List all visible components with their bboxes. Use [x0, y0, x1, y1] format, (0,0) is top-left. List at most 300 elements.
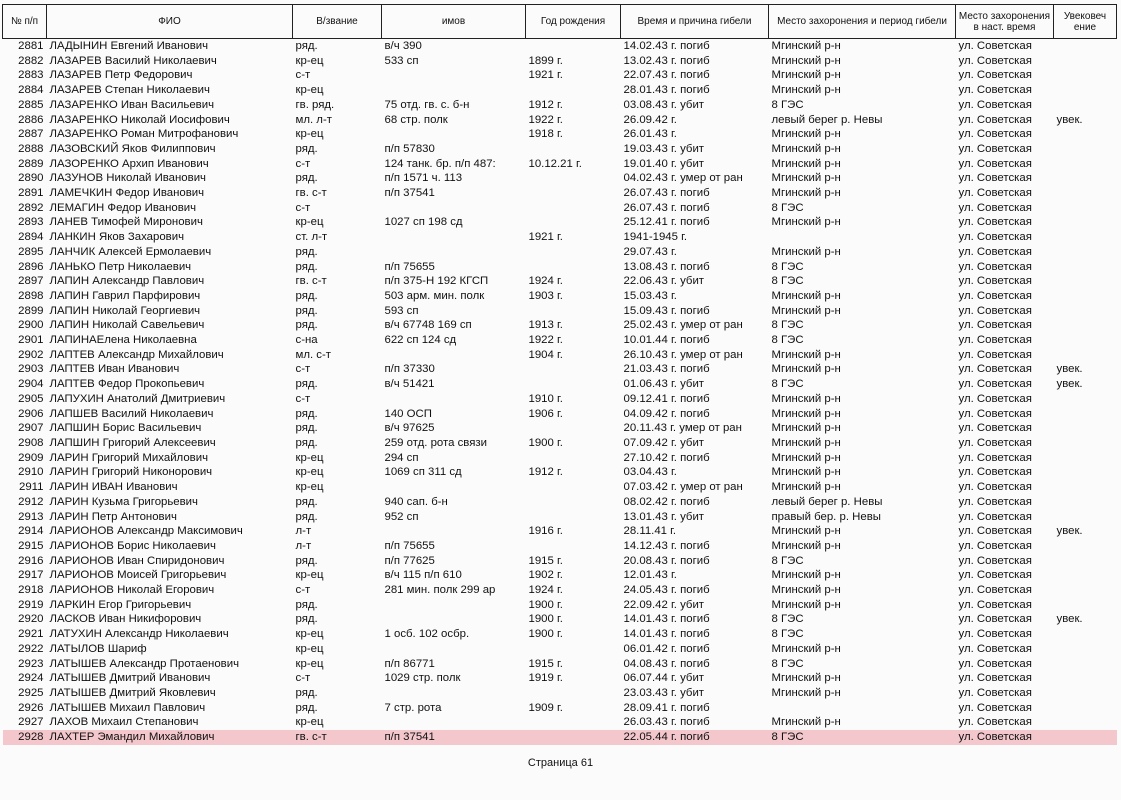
- cell-birth-year: [526, 715, 621, 730]
- cell-birth-year: [526, 421, 621, 436]
- cell-current-burial: ул. Советская: [958, 84, 1032, 97]
- cell-rank: с-т: [295, 69, 311, 82]
- table-row: [3, 392, 1117, 407]
- cell-num: 2906: [18, 407, 44, 420]
- cell-current-burial: ул. Советская: [958, 260, 1032, 273]
- cell-unit: [382, 348, 526, 363]
- cell-death: 14.12.43 г. погиб: [623, 539, 710, 552]
- cell-fio: ЛАЗАРЕВ Степан Николаевич: [49, 84, 210, 97]
- cell-death: 27.10.42 г. погиб: [623, 451, 710, 464]
- cell-num: 2918: [18, 584, 44, 597]
- table-row: [3, 480, 1117, 495]
- cell-burial-place: Мгинский р-н: [771, 569, 841, 582]
- cell-burial-place: 8 ГЭС: [771, 378, 804, 391]
- cell-birth-year: 1921 г.: [528, 69, 563, 82]
- table-row: [3, 333, 1117, 348]
- cell-birth-year: [526, 686, 621, 701]
- cell-death: 04.02.43 г. умер от ран: [623, 172, 743, 185]
- cell-death: 26.07.43 г. погиб: [623, 201, 710, 214]
- cell-birth-year: [526, 451, 621, 466]
- cell-death: 23.03.43 г. убит: [623, 686, 705, 699]
- cell-rank: ряд.: [295, 701, 318, 714]
- cell-num: 2881: [18, 40, 44, 52]
- cell-death: 10.01.44 г. погиб: [623, 334, 710, 347]
- cell-unit: [382, 127, 526, 142]
- table-row: [3, 230, 1117, 245]
- cell-memorial: [1054, 83, 1117, 98]
- cell-fio: ЛАРКИН Егор Григорьевич: [49, 598, 192, 611]
- cell-unit: п/п 75655: [384, 260, 435, 273]
- cell-memorial: увек.: [1056, 363, 1083, 376]
- cell-rank: ряд.: [295, 598, 318, 611]
- cell-birth-year: 1900 г.: [528, 436, 563, 449]
- cell-current-burial: ул. Советская: [958, 98, 1032, 111]
- table-row: [3, 54, 1117, 69]
- table-row: [3, 260, 1117, 275]
- cell-memorial: [1054, 598, 1117, 613]
- cell-current-burial: ул. Советская: [958, 304, 1032, 317]
- cell-num: 2926: [18, 701, 44, 714]
- table-row: [3, 348, 1117, 363]
- cell-unit: 1027 сп 198 сд: [384, 216, 463, 229]
- cell-num: 2907: [18, 422, 44, 435]
- cell-unit: 140 ОСП: [384, 407, 432, 420]
- cell-burial-place: Мгинский р-н: [771, 436, 841, 449]
- table-row: [3, 289, 1117, 304]
- cell-memorial: [1054, 98, 1117, 113]
- cell-num: 2890: [18, 172, 44, 185]
- cell-num: 2892: [18, 201, 44, 214]
- table-row: [3, 657, 1117, 672]
- cell-memorial: [1054, 304, 1117, 319]
- cell-current-burial: ул. Советская: [958, 613, 1032, 626]
- table-row: [3, 201, 1117, 216]
- cell-num: 2889: [18, 157, 44, 170]
- cell-memorial: [1054, 171, 1117, 186]
- cell-fio: ЛАПИН Николай Савельевич: [49, 319, 205, 332]
- cell-memorial: [1054, 186, 1117, 201]
- cell-burial-place: Мгинский р-н: [771, 392, 841, 405]
- cell-memorial: [1054, 230, 1117, 245]
- cell-unit: [382, 392, 526, 407]
- cell-burial-place: Мгинский р-н: [771, 407, 841, 420]
- cell-death: 28.01.43 г. погиб: [623, 84, 710, 97]
- cell-death: 14.01.43 г. погиб: [623, 613, 710, 626]
- cell-unit: [382, 245, 526, 260]
- cell-burial-place: правый бер. р. Невы: [771, 510, 881, 523]
- header-memorial: Увековеч ение: [1054, 5, 1117, 39]
- cell-current-burial: ул. Советская: [958, 201, 1032, 214]
- cell-current-burial: ул. Советская: [958, 392, 1032, 405]
- cell-burial-place: Мгинский р-н: [771, 481, 841, 494]
- cell-num: 2896: [18, 260, 44, 273]
- cell-fio: ЛАЗОВСКИЙ Яков Филиппович: [49, 142, 216, 155]
- cell-unit: в/ч 67748 169 сп: [384, 319, 472, 332]
- cell-fio: ЛАТЫШЕВ Михаил Павлович: [49, 701, 206, 714]
- cell-fio: ЛАПИН Николай Георгиевич: [49, 304, 201, 317]
- cell-memorial: [1054, 657, 1117, 672]
- cell-fio: ЛАНЬКО Петр Николаевич: [49, 260, 192, 273]
- cell-rank: кр-ец: [295, 628, 324, 641]
- cell-memorial: [1054, 289, 1117, 304]
- cell-birth-year: 1904 г.: [528, 348, 563, 361]
- cell-memorial: [1054, 318, 1117, 333]
- table-row: [3, 671, 1117, 686]
- cell-burial-place: Мгинский р-н: [771, 128, 841, 141]
- cell-num: 2898: [18, 289, 44, 302]
- cell-rank: кр-ец: [295, 466, 324, 479]
- cell-current-burial: ул. Советская: [958, 245, 1032, 258]
- cell-current-burial: ул. Советская: [958, 319, 1032, 332]
- cell-fio: ЛАСКОВ Иван Никифорович: [49, 613, 202, 626]
- table-row: [3, 68, 1117, 83]
- table-row: [3, 318, 1117, 333]
- cell-unit: 593 сп: [384, 304, 419, 317]
- table-row: [3, 362, 1117, 377]
- cell-num: 2924: [18, 672, 44, 685]
- cell-fio: ЛАПИН Александр Павлович: [49, 275, 205, 288]
- cell-fio: ЛАРИОНОВ Иван Спиридонович: [49, 554, 225, 567]
- cell-unit: в/ч 97625: [384, 422, 435, 435]
- cell-rank: ряд.: [295, 407, 318, 420]
- cell-current-burial: ул. Советская: [958, 628, 1032, 641]
- cell-num: 2905: [18, 392, 44, 405]
- cell-birth-year: 1915 г.: [528, 554, 563, 567]
- cell-death: 01.06.43 г. убит: [623, 378, 705, 391]
- cell-current-burial: ул. Советская: [958, 54, 1032, 67]
- cell-current-burial: ул. Советская: [956, 730, 1054, 745]
- cell-memorial: [1054, 333, 1117, 348]
- cell-birth-year: 1899 г.: [528, 54, 563, 67]
- cell-burial-place: Мгинский р-н: [771, 289, 841, 302]
- cell-fio: ЛАМЕЧКИН Федор Иванович: [49, 187, 205, 200]
- cell-rank: ряд.: [295, 378, 318, 391]
- cell-fio: ЛАРИОНОВ Александр Максимович: [49, 525, 243, 538]
- cell-death: 29.07.43 г.: [623, 245, 677, 258]
- table-row: [3, 598, 1117, 613]
- table-row: [3, 407, 1117, 422]
- cell-rank: ряд.: [295, 289, 318, 302]
- memorial-register-table: [2, 4, 1117, 745]
- cell-memorial: увек.: [1056, 378, 1083, 391]
- cell-birth-year: [526, 39, 621, 54]
- cell-memorial: [1054, 201, 1117, 216]
- cell-fio: ЛАЗУНОВ Николай Иванович: [49, 172, 206, 185]
- cell-unit: [382, 68, 526, 83]
- table-row: [3, 142, 1117, 157]
- cell-num: 2921: [18, 628, 44, 641]
- cell-current-burial: ул. Советская: [958, 334, 1032, 347]
- cell-death: 14.01.43 г. погиб: [623, 628, 710, 641]
- cell-unit: 1 осб. 102 осбр.: [384, 628, 470, 641]
- table-row-highlighted: [3, 730, 1117, 745]
- cell-fio: ЛАЗАРЕВ Петр Федорович: [49, 69, 193, 82]
- cell-unit: [382, 598, 526, 613]
- cell-birth-year: [526, 480, 621, 495]
- cell-rank: ряд.: [295, 422, 318, 435]
- cell-current-burial: ул. Советская: [958, 378, 1032, 391]
- cell-rank: кр-ец: [295, 481, 324, 494]
- cell-unit: 281 мин. полк 299 ар: [384, 584, 496, 597]
- cell-death: 07.03.42 г. умер от ран: [623, 481, 743, 494]
- cell-burial-place: 8 ГЭС: [771, 657, 804, 670]
- cell-burial-place: Мгинский р-н: [771, 539, 841, 552]
- cell-birth-year: 1919 г.: [528, 672, 563, 685]
- cell-burial-place: Мгинский р-н: [771, 69, 841, 82]
- table-row: [3, 113, 1117, 128]
- table-row: [3, 495, 1117, 510]
- cell-birth-year: [526, 642, 621, 657]
- cell-memorial: [1054, 142, 1117, 157]
- cell-current-burial: ул. Советская: [958, 598, 1032, 611]
- cell-memorial: [1054, 127, 1117, 142]
- cell-memorial: [1054, 671, 1117, 686]
- cell-birth-year: [526, 245, 621, 260]
- cell-current-burial: ул. Советская: [958, 510, 1032, 523]
- cell-memorial: [1054, 568, 1117, 583]
- cell-fio: ЛАНЕВ Тимофей Миронович: [49, 216, 203, 229]
- cell-fio: ЛАПТЕВ Федор Прокопьевич: [49, 378, 205, 391]
- cell-unit: 533 сп: [384, 54, 419, 67]
- cell-rank: ряд.: [295, 613, 318, 626]
- cell-memorial: [1054, 39, 1117, 54]
- cell-birth-year: 1900 г.: [528, 628, 563, 641]
- table-row: [3, 539, 1117, 554]
- cell-death: 24.05.43 г. погиб: [623, 584, 710, 597]
- cell-fio: ЛЕМАГИН Федор Иванович: [49, 201, 197, 214]
- cell-rank: с-т: [295, 201, 311, 214]
- table-row: [3, 171, 1117, 186]
- cell-fio: ЛАРИОНОВ Николай Егорович: [49, 584, 215, 597]
- cell-unit: 622 сп 124 сд: [384, 334, 457, 347]
- cell-burial-place: Мгинский р-н: [771, 642, 841, 655]
- cell-rank: мл. с-т: [295, 348, 332, 361]
- table-row: [3, 451, 1117, 466]
- cell-birth-year: [526, 362, 621, 377]
- cell-fio: ЛАПУХИН Анатолий Дмитриевич: [49, 392, 226, 405]
- cell-death: 22.05.44 г. погиб: [621, 730, 769, 745]
- cell-rank: с-на: [295, 334, 318, 347]
- cell-rank: ряд.: [295, 260, 318, 273]
- table-row: [3, 686, 1117, 701]
- cell-num: 2891: [18, 187, 44, 200]
- cell-rank: кр-ец: [295, 716, 324, 729]
- table-row: [3, 98, 1117, 113]
- cell-memorial: [1054, 451, 1117, 466]
- cell-unit: [382, 642, 526, 657]
- cell-rank: с-т: [295, 392, 311, 405]
- cell-rank: с-т: [295, 363, 311, 376]
- cell-rank: кр-ец: [295, 54, 324, 67]
- cell-num: 2912: [18, 495, 44, 508]
- cell-burial-place: Мгинский р-н: [771, 54, 841, 67]
- cell-birth-year: 1900 г.: [528, 598, 563, 611]
- cell-num: 2886: [18, 113, 44, 126]
- cell-memorial: [1054, 260, 1117, 275]
- cell-current-burial: ул. Советская: [958, 642, 1032, 655]
- table-row: [3, 215, 1117, 230]
- cell-burial-place: Мгинский р-н: [771, 40, 841, 52]
- cell-current-burial: ул. Советская: [958, 157, 1032, 170]
- cell-fio: ЛАХТЕР Эмандил Михайлович: [47, 730, 293, 745]
- cell-num: 2882: [18, 54, 44, 67]
- cell-death: 03.04.43 г.: [623, 466, 677, 479]
- cell-num: 2904: [18, 378, 44, 391]
- cell-current-burial: ул. Советская: [958, 539, 1032, 552]
- cell-birth-year: [526, 495, 621, 510]
- cell-burial-place: Мгинский р-н: [771, 216, 841, 229]
- cell-rank: ряд.: [295, 304, 318, 317]
- cell-current-burial: ул. Советская: [958, 128, 1032, 141]
- table-row: [3, 524, 1117, 539]
- cell-rank: ряд.: [295, 142, 318, 155]
- cell-num: 2909: [18, 451, 44, 464]
- cell-num: 2919: [18, 598, 44, 611]
- cell-birth-year: 10.12.21 г.: [528, 157, 582, 170]
- page-number: Страница 61: [527, 757, 594, 769]
- cell-death: 26.07.43 г. погиб: [623, 187, 710, 200]
- cell-current-burial: ул. Советская: [958, 525, 1032, 538]
- cell-burial-place: Мгинский р-н: [771, 172, 841, 185]
- table-row: [3, 39, 1117, 54]
- cell-death: 15.03.43 г.: [623, 289, 677, 302]
- header-birth-year: Год рождения: [526, 5, 621, 39]
- cell-memorial: [1054, 480, 1117, 495]
- cell-num: 2917: [18, 569, 44, 582]
- cell-death: 06.01.42 г. погиб: [623, 642, 710, 655]
- table-row: [3, 436, 1117, 451]
- cell-death: 28.11.41 г.: [623, 525, 677, 538]
- cell-rank: ряд.: [295, 40, 318, 52]
- cell-num: 2902: [18, 348, 44, 361]
- cell-birth-year: 1910 г.: [528, 392, 563, 405]
- cell-burial-place: 8 ГЭС: [771, 554, 804, 567]
- cell-current-burial: ул. Советская: [958, 142, 1032, 155]
- cell-fio: ЛАПИН Гаврил Парфирович: [49, 289, 201, 302]
- cell-current-burial: ул. Советская: [958, 407, 1032, 420]
- cell-memorial: [1054, 274, 1117, 289]
- table-row: [3, 421, 1117, 436]
- cell-memorial: [1054, 554, 1117, 569]
- cell-burial-place: Мгинский р-н: [771, 598, 841, 611]
- cell-num: 2916: [18, 554, 44, 567]
- cell-current-burial: ул. Советская: [958, 569, 1032, 582]
- cell-death: 22.07.43 г. погиб: [623, 69, 710, 82]
- cell-death: 07.09.42 г. убит: [623, 436, 705, 449]
- cell-rank: ряд.: [295, 686, 318, 699]
- cell-death: 26.03.43 г. погиб: [623, 716, 710, 729]
- cell-memorial: [1054, 407, 1117, 422]
- cell-death: 26.09.42 г.: [623, 113, 677, 126]
- cell-death: 04.08.43 г. погиб: [623, 657, 710, 670]
- cell-unit: [382, 612, 526, 627]
- cell-burial-place: Мгинский р-н: [771, 142, 841, 155]
- cell-rank: ряд.: [295, 245, 318, 258]
- cell-num: 2914: [18, 525, 44, 538]
- cell-birth-year: 1900 г.: [528, 613, 563, 626]
- cell-death: 20.11.43 г. умер от ран: [623, 422, 742, 435]
- cell-memorial: увек.: [1056, 113, 1083, 126]
- cell-burial-place: [769, 701, 956, 716]
- cell-memorial: [1054, 627, 1117, 642]
- cell-death: 25.12.41 г. погиб: [623, 216, 710, 229]
- cell-fio: ЛАЗАРЕНКО Николай Иосифович: [49, 113, 230, 126]
- cell-burial-place: Мгинский р-н: [771, 304, 841, 317]
- cell-fio: ЛАРИН ИВАН Иванович: [49, 481, 178, 494]
- cell-unit: 952 сп: [384, 510, 419, 523]
- cell-birth-year: [526, 171, 621, 186]
- cell-rank: гв. с-т: [293, 730, 382, 745]
- table-row: [3, 554, 1117, 569]
- cell-fio: ЛАПТЕВ Александр Михайлович: [49, 348, 224, 361]
- table-row: [3, 304, 1117, 319]
- cell-birth-year: [526, 142, 621, 157]
- cell-unit: [382, 715, 526, 730]
- cell-num: 2928: [3, 730, 47, 745]
- cell-rank: с-т: [295, 157, 311, 170]
- cell-birth-year: 1903 г.: [528, 289, 563, 302]
- cell-birth-year: 1915 г.: [528, 657, 563, 670]
- cell-memorial: [1054, 642, 1117, 657]
- cell-memorial: [1054, 68, 1117, 83]
- cell-rank: л-т: [295, 525, 312, 538]
- cell-unit: [382, 480, 526, 495]
- table-row: [3, 510, 1117, 525]
- cell-death: 13.02.43 г. погиб: [623, 54, 710, 67]
- cell-death: 26.01.43 г.: [623, 128, 677, 141]
- cell-burial-place: 8 ГЭС: [771, 613, 804, 626]
- cell-memorial: [1054, 715, 1117, 730]
- cell-num: 2894: [18, 231, 44, 244]
- cell-fio: ЛАПТЕВ Иван Иванович: [49, 363, 180, 376]
- cell-num: 2887: [18, 128, 44, 141]
- cell-fio: ЛАПШИН Борис Васильевич: [49, 422, 202, 435]
- cell-rank: кр-ец: [295, 657, 324, 670]
- cell-death: 20.08.43 г. погиб: [623, 554, 710, 567]
- cell-rank: гв. с-т: [295, 275, 327, 288]
- cell-fio: ЛАРИН Григорий Никонорович: [49, 466, 213, 479]
- table-row: [3, 465, 1117, 480]
- cell-birth-year: [526, 83, 621, 98]
- cell-num: 2895: [18, 245, 44, 258]
- cell-birth-year: [526, 539, 621, 554]
- cell-burial-place: 8 ГЭС: [771, 98, 804, 111]
- cell-rank: ряд.: [295, 172, 318, 185]
- cell-num: 2885: [18, 98, 44, 111]
- cell-unit: 259 отд. рота связи: [384, 436, 487, 449]
- cell-rank: кр-ец: [295, 128, 324, 141]
- cell-memorial: [1054, 215, 1117, 230]
- cell-current-burial: ул. Советская: [958, 275, 1032, 288]
- cell-unit: п/п 1571 ч. 113: [384, 172, 463, 185]
- cell-rank: ряд.: [295, 510, 318, 523]
- cell-memorial: [1054, 436, 1117, 451]
- cell-burial-place: Мгинский р-н: [771, 348, 841, 361]
- cell-unit: 1029 стр. полк: [384, 672, 461, 685]
- cell-burial-place: Мгинский р-н: [771, 84, 841, 97]
- cell-unit: [382, 686, 526, 701]
- cell-burial-place: 8 ГЭС: [771, 201, 804, 214]
- cell-birth-year: [526, 377, 621, 392]
- cell-current-burial: ул. Советская: [958, 436, 1032, 449]
- cell-unit: 124 танк. бр. п/п 487:: [384, 157, 496, 170]
- cell-death: 28.09.41 г. погиб: [623, 701, 710, 714]
- cell-memorial: [1054, 686, 1117, 701]
- cell-num: 2897: [18, 275, 44, 288]
- cell-current-burial: ул. Советская: [958, 554, 1032, 567]
- table-row: [3, 157, 1117, 172]
- cell-death: 19.03.43 г. убит: [623, 142, 705, 155]
